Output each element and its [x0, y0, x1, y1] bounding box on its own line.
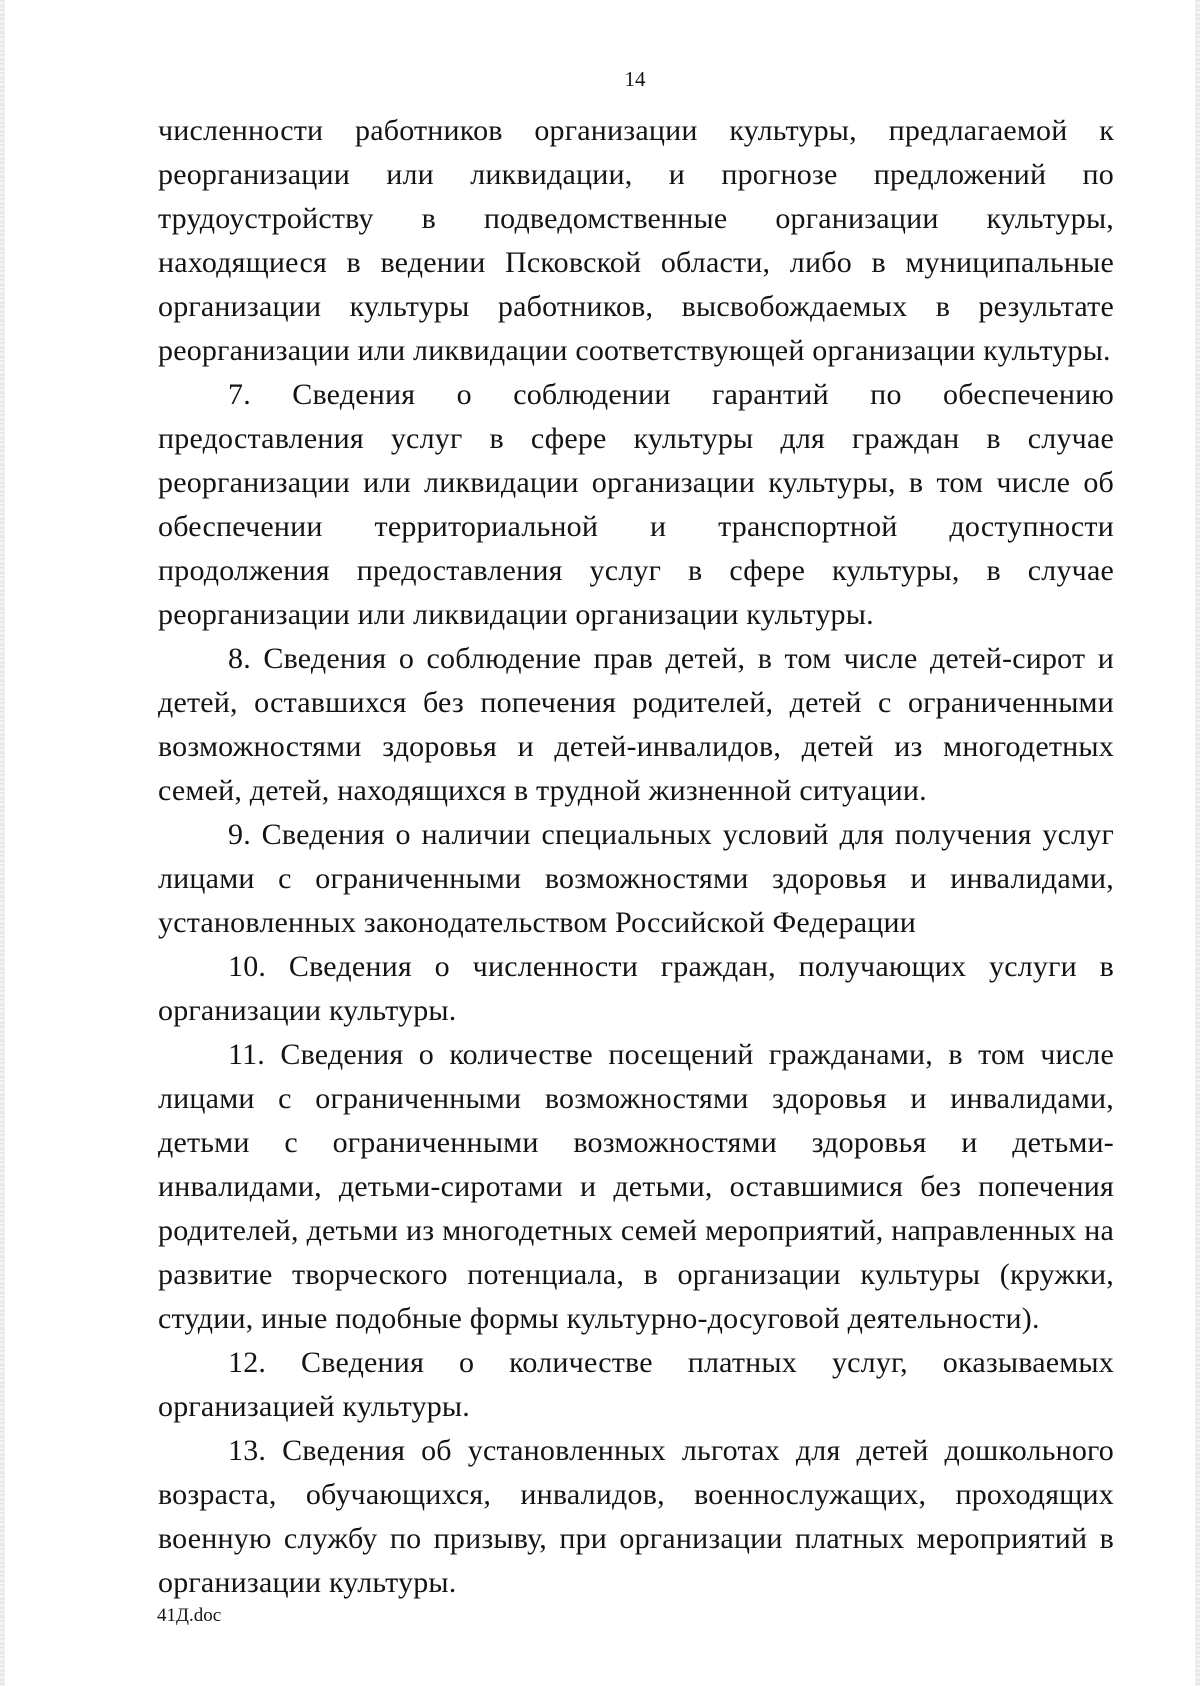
paragraph-item-9: 9. Сведения о наличии специальных условий для получения услуг лицами с ограниченными возможностями здоровья и инвалидами, установленных законодательством Российской Федерации [158, 818, 1114, 939]
paragraph-item-11: 11. Сведения о количестве посещений гражданами, в том числе лицами с ограниченными возможностями здоровья и инвалидами, детьми с ограниченными возможностями здоровья и детьми-инвалидами, детьми-сиротами и детьми, оставшимися без попечения родителей, детьми из многодетных семей мероприятий, направленных на развитие творческого потенциала, в организации культуры (кружки, студии, иные подобные формы культурно-досуговой деятельности). [158, 1038, 1114, 1335]
paragraph-item-7: 7. Сведения о соблюдении гарантий по обеспечению предоставления услуг в сфере культуры для граждан в случае реорганизации или ликвидации организации культуры, в том числе об обеспечении территориальной и транспортной доступности продолжения предоставления услуг в сфере культуры, в случае реорганизации или ликвидации организации культуры. [158, 378, 1114, 631]
scan-edge-left [0, 0, 5, 1686]
paragraph-item-8: 8. Сведения о соблюдение прав детей, в том числе детей-сирот и детей, оставшихся без попечения родителей, детей с ограниченными возможностями здоровья и детей-инвалидов, детей из многодетных семей, детей, находящихся в трудной жизненной ситуации. [158, 642, 1114, 807]
paragraph-continuation: численности работников организации культуры, предлагаемой к реорганизации или ликвидации, и прогнозе предложений по трудоустройству в подведомственные организации культуры, находящиеся в ведении Псковской области, либо в муниципальные организации культуры работников, высвобождаемых в результате реорганизации или ликвидации соответствующей организации культуры. [158, 114, 1114, 367]
page-number: 14 [624, 67, 646, 91]
paragraph-item-10: 10. Сведения о численности граждан, получающих услуги в организации культуры. [158, 950, 1114, 1027]
paragraph-item-12: 12. Сведения о количестве платных услуг, оказываемых организацией культуры. [158, 1346, 1114, 1423]
paragraph-item-13: 13. Сведения об установленных льготах для детей дошкольного возраста, обучающихся, инвалидов, военнослужащих, проходящих военную службу по призыву, при организации платных мероприятий в организации культуры. [158, 1434, 1114, 1599]
document-body [158, 109, 1114, 1605]
scan-edge-right [1195, 0, 1200, 1686]
footer-filename: 41Д.doc [157, 1605, 222, 1626]
